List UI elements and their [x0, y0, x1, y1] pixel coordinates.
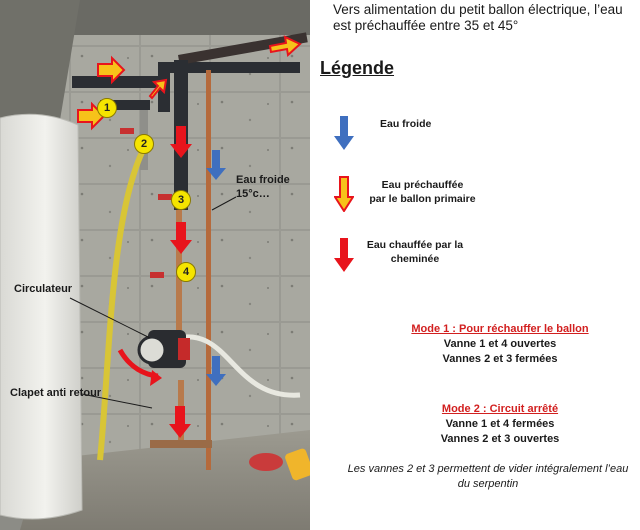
legend-title: Légende	[320, 58, 395, 78]
mode2-line2: Vannes 2 et 3 ouvertes	[440, 433, 560, 445]
legend-preheated-line1: Eau préchauffée	[381, 179, 464, 191]
circulator-label: Circulateur	[14, 283, 73, 295]
valve-badge-2: 2	[134, 134, 154, 154]
cold-water-label-line1: Eau froide	[236, 174, 290, 186]
mode2-block	[380, 402, 620, 447]
legend-heated-line2: cheminée	[390, 253, 440, 265]
legend-preheated	[345, 178, 500, 206]
valve-badge-4: 4	[176, 262, 196, 282]
mode1-title: Mode 1 : Pour réchauffer le ballon	[411, 323, 589, 335]
legend-heated-line1: Eau chauffée par la	[366, 239, 464, 251]
mode1-line1: Vanne 1 et 4 ouvertes	[443, 338, 557, 350]
mode2-title: Mode 2 : Circuit arrêté	[441, 403, 559, 415]
cold-water-label	[236, 173, 290, 201]
check-valve-label: Clapet anti retour	[10, 387, 102, 399]
cold-water-label-line2: 15°c…	[236, 188, 270, 200]
mode1-block	[380, 322, 620, 367]
installation-photo	[0, 0, 310, 530]
mode1-line2: Vannes 2 et 3 fermées	[442, 353, 558, 365]
mode2-line1: Vanne 1 et 4 fermées	[445, 418, 555, 430]
legend-heated	[350, 238, 480, 266]
valve-badge-1: 1	[97, 98, 117, 118]
footnote: Les vannes 2 et 3 permettent de vider intégralement l’eau du serpentin	[347, 463, 629, 490]
legend-preheated-line2: par le ballon primaire	[369, 193, 476, 205]
legend-cold: Eau froide	[380, 118, 432, 130]
top-note: Vers alimentation du petit ballon électrique, l’eau est préchauffée entre 35 et 45°	[333, 2, 623, 33]
legend-cold-arrow-icon	[334, 116, 354, 150]
valve-badge-3: 3	[171, 190, 191, 210]
